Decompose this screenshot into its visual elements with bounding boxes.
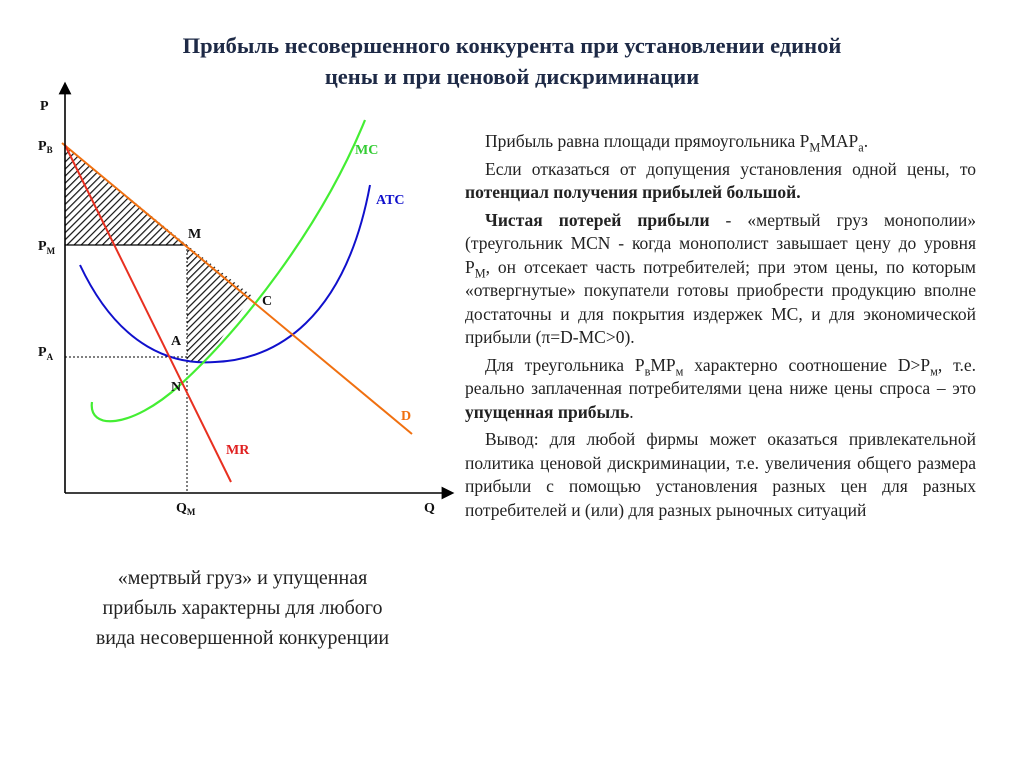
point-a-label: A [171, 334, 182, 349]
x-axis-label: Q [424, 501, 435, 516]
point-n-label: N [171, 380, 182, 395]
atc-label: ATC [376, 193, 405, 208]
paragraph-profit: Прибыль равна площади прямоугольника $P_MMAP_a$. [485, 131, 869, 155]
paragraph-conclusion: Вывод: для любой фирмы может оказаться привлекательной политика ценовой дискриминации, т.е. увеличения общего размера прибыли с помощью установления разных цен для разных потребителей и (или) для разных рыночных ситуаций [465, 429, 976, 520]
y-axis-label: P [40, 99, 49, 114]
paragraph-lost-profit: Для треугольника $P_вMP_м$ характерно соотношение $D>P_м$, т.е. реально заплаченная потребителями цена ниже цены спроса – это упущенная прибыль. [465, 354, 977, 422]
mc-curve [92, 120, 365, 421]
demand-line [62, 143, 412, 434]
caption-line-2: прибыль характерны для любого [102, 597, 383, 619]
caption-line-1: «мертвый груз» и упущенная [117, 567, 368, 589]
caption-line-3: вида несовершенной конкуренции [95, 627, 390, 649]
title-line-2: цены и при ценовой дискриминации [324, 64, 700, 89]
explanation-text [465, 130, 976, 526]
pa-label: $P_A$ [38, 345, 54, 362]
paragraph-deadweight: Чистая потерей прибыли - «мертвый груз монополии» (треугольник MCN - когда монополист завышает цену до уровня $P_M$, он отсекает часть потребителей; при этом цены, по которым «отвергнутые» покупатели готовы приобрести продукцию вполне достаточны и для покрытия издержек MC, и для экономической прибыли (π=D-MC>0). [465, 209, 976, 347]
pb-label: $P_B$ [38, 139, 53, 155]
mr-label: MR [226, 443, 250, 458]
mc-label: MC [355, 143, 379, 158]
point-m-label: M [188, 227, 202, 242]
caption [55, 563, 430, 653]
qm-label: $Q_M$ [176, 501, 196, 517]
point-c-label: C [262, 294, 273, 309]
demand-label: D [401, 409, 412, 424]
title-line-1: Прибыль несовершенного конкурента при установлении единой [182, 33, 842, 58]
paragraph-potential: Если отказаться от допущения установления одной цены, то потенциал получения прибылей большой. [465, 158, 976, 202]
pm-label: $P_M$ [38, 239, 56, 256]
